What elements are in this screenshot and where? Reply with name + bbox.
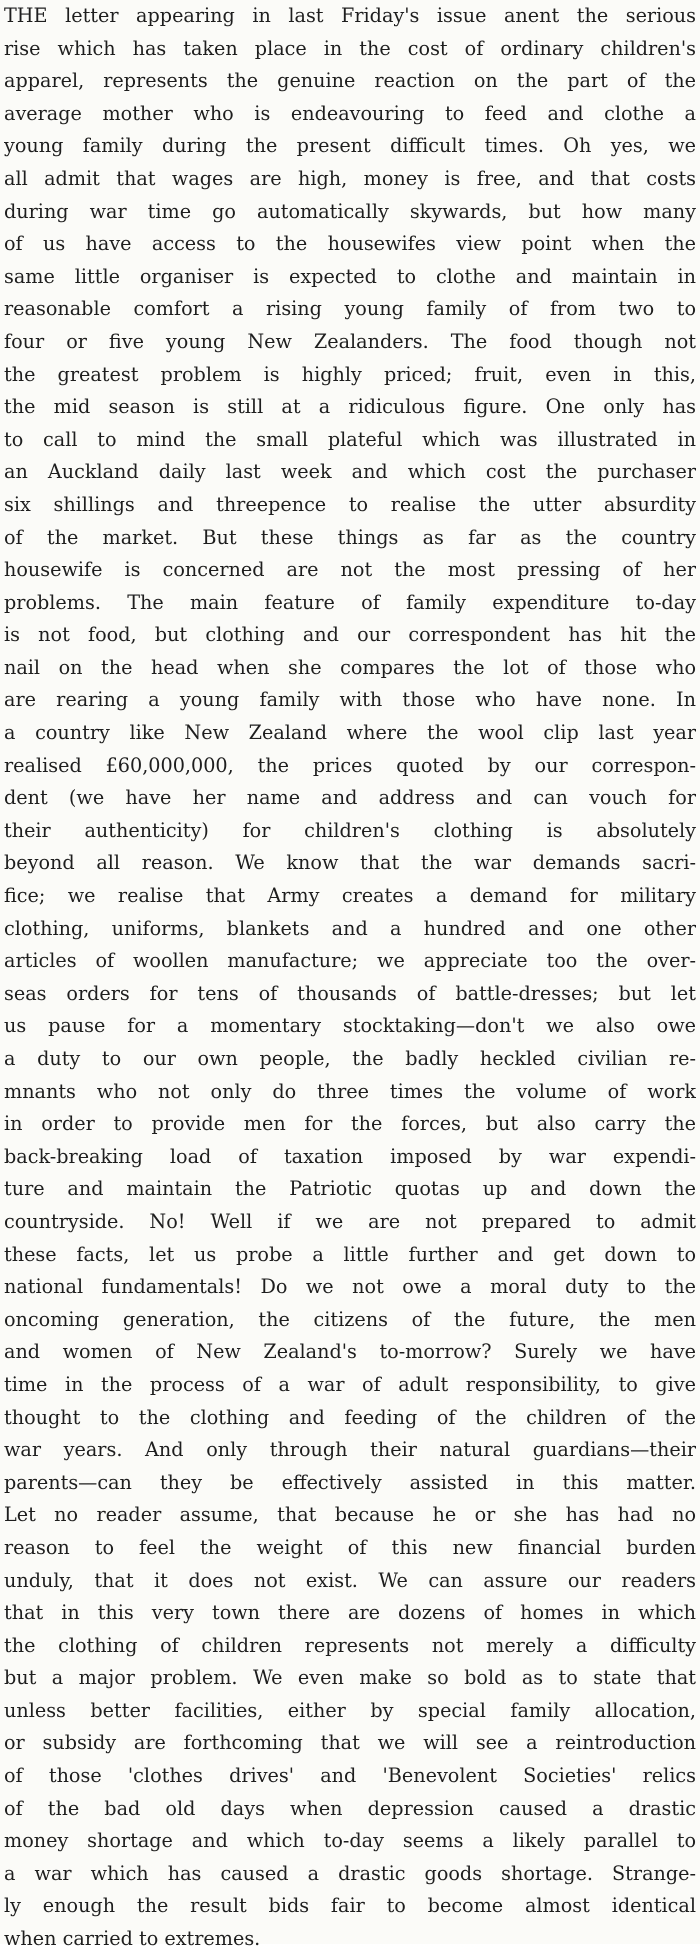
article-line: thought to the clothing and feeding of the children of the (4, 1405, 696, 1429)
article-line: oncoming generation, the citizens of the future, the men (4, 1307, 696, 1331)
article-line: dent (we have her name and address and can vouch for (4, 786, 696, 810)
article-line: of us have access to the housewifes view point when the (4, 232, 696, 256)
article-line: when carried to extremes. (4, 1927, 261, 1951)
article-line: problems. The main feature of family expenditure to-day (4, 590, 696, 614)
article-line: a war which has caused a drastic goods shortage. Strange- (4, 1861, 696, 1885)
article-line: during war time go automatically skywards, but how many (4, 199, 696, 223)
article-line: young family during the present difficult times. Oh yes, we (4, 134, 696, 158)
article-line: reasonable comfort a rising young family of from two to (4, 297, 696, 321)
article-line: back-breaking load of taxation imposed by war expendi- (4, 1144, 696, 1168)
article-line: six shillings and threepence to realise the utter absurdity (4, 492, 696, 516)
article-line: articles of woollen manufacture; we appreciate too the over- (4, 949, 696, 973)
article-column (4, 0, 696, 1956)
article-line: reason to feel the weight of this new financial burden (4, 1535, 696, 1559)
article-line: the mid season is still at a ridiculous figure. One only has (4, 395, 696, 419)
article-line: of the bad old days when depression caused a drastic (4, 1796, 696, 1820)
article-line: of the market. But these things as far as the country (4, 525, 696, 549)
article-line: parents—can they be effectively assisted in this matter. (4, 1470, 696, 1494)
article-line: ly enough the result bids fair to become almost identical (4, 1894, 696, 1918)
article-line: countryside. No! Well if we are not prepared to admit (4, 1209, 696, 1233)
article-line: apparel, represents the genuine reaction on the part of the (4, 69, 696, 93)
article-line: same little organiser is expected to clothe and maintain in (4, 264, 696, 288)
article-line: is not food, but clothing and our correspondent has hit the (4, 623, 696, 647)
article-line: an Auckland daily last week and which cost the purchaser (4, 460, 696, 484)
article-line: the clothing of children represents not merely a difficulty (4, 1633, 696, 1657)
article-line: THE letter appearing in last Friday's issue anent the serious (4, 4, 696, 27)
article-line: housewife is concerned are not the most pressing of her (4, 558, 696, 582)
article-line: Let no reader assume, that because he or she has had no (4, 1503, 696, 1527)
article-line: that in this very town there are dozens of homes in which (4, 1601, 696, 1625)
article-line: national fundamentals! Do we not owe a moral duty to the (4, 1275, 696, 1299)
article-line: war years. And only through their natural guardians—their (4, 1438, 696, 1462)
article-line: time in the process of a war of adult responsibility, to give (4, 1372, 696, 1396)
article-line: seas orders for tens of thousands of battle-dresses; but let (4, 981, 696, 1005)
article-line: unless better facilities, either by special family allocation, (4, 1698, 696, 1722)
article-line: us pause for a momentary stocktaking—don't we also owe (4, 1014, 696, 1038)
article-line: the greatest problem is highly priced; fruit, even in this, (4, 362, 696, 386)
article-line: money shortage and which to-day seems a likely parallel to (4, 1829, 696, 1853)
article-line: average mother who is endeavouring to feed and clothe a (4, 101, 696, 125)
article-line: but a major problem. We even make so bold as to state that (4, 1666, 696, 1690)
article-line: these facts, let us probe a little further and get down to (4, 1242, 696, 1266)
article-line: to call to mind the small plateful which was illustrated in (4, 427, 696, 451)
article-line: rise which has taken place in the cost of ordinary children's (4, 36, 696, 60)
article-line: unduly, that it does not exist. We can assure our readers (4, 1568, 696, 1592)
article-line: or subsidy are forthcoming that we will see a reintroduction (4, 1731, 696, 1755)
article-line: ture and maintain the Patriotic quotas up and down the (4, 1177, 696, 1201)
article-line: in order to provide men for the forces, but also carry the (4, 1112, 696, 1136)
article-line: clothing, uniforms, blankets and a hundred and one other (4, 916, 696, 940)
article-line: a duty to our own people, the badly heckled civilian re- (4, 1047, 696, 1070)
article-line: four or five young New Zealanders. The food though not (4, 329, 696, 353)
article-line: beyond all reason. We know that the war demands sacri- (4, 851, 696, 875)
article-line: are rearing a young family with those who have none. In (4, 688, 696, 712)
article-line: realised £60,000,000, the prices quoted by our correspon- (4, 753, 696, 777)
article-line: nail on the head when she compares the lot of those who (4, 655, 696, 679)
article-line: fice; we realise that Army creates a demand for military (4, 884, 696, 908)
article-line: a country like New Zealand where the wool clip last year (4, 721, 696, 745)
article-line: of those 'clothes drives' and 'Benevolent Societies' relics (4, 1764, 696, 1788)
article-line: and women of New Zealand's to-morrow? Surely we have (4, 1340, 696, 1364)
article-line: their authenticity) for children's clothing is absolutely (4, 818, 696, 842)
article-line: all admit that wages are high, money is free, and that costs (4, 166, 696, 190)
article-line: mnants who not only do three times the volume of work (4, 1079, 696, 1103)
